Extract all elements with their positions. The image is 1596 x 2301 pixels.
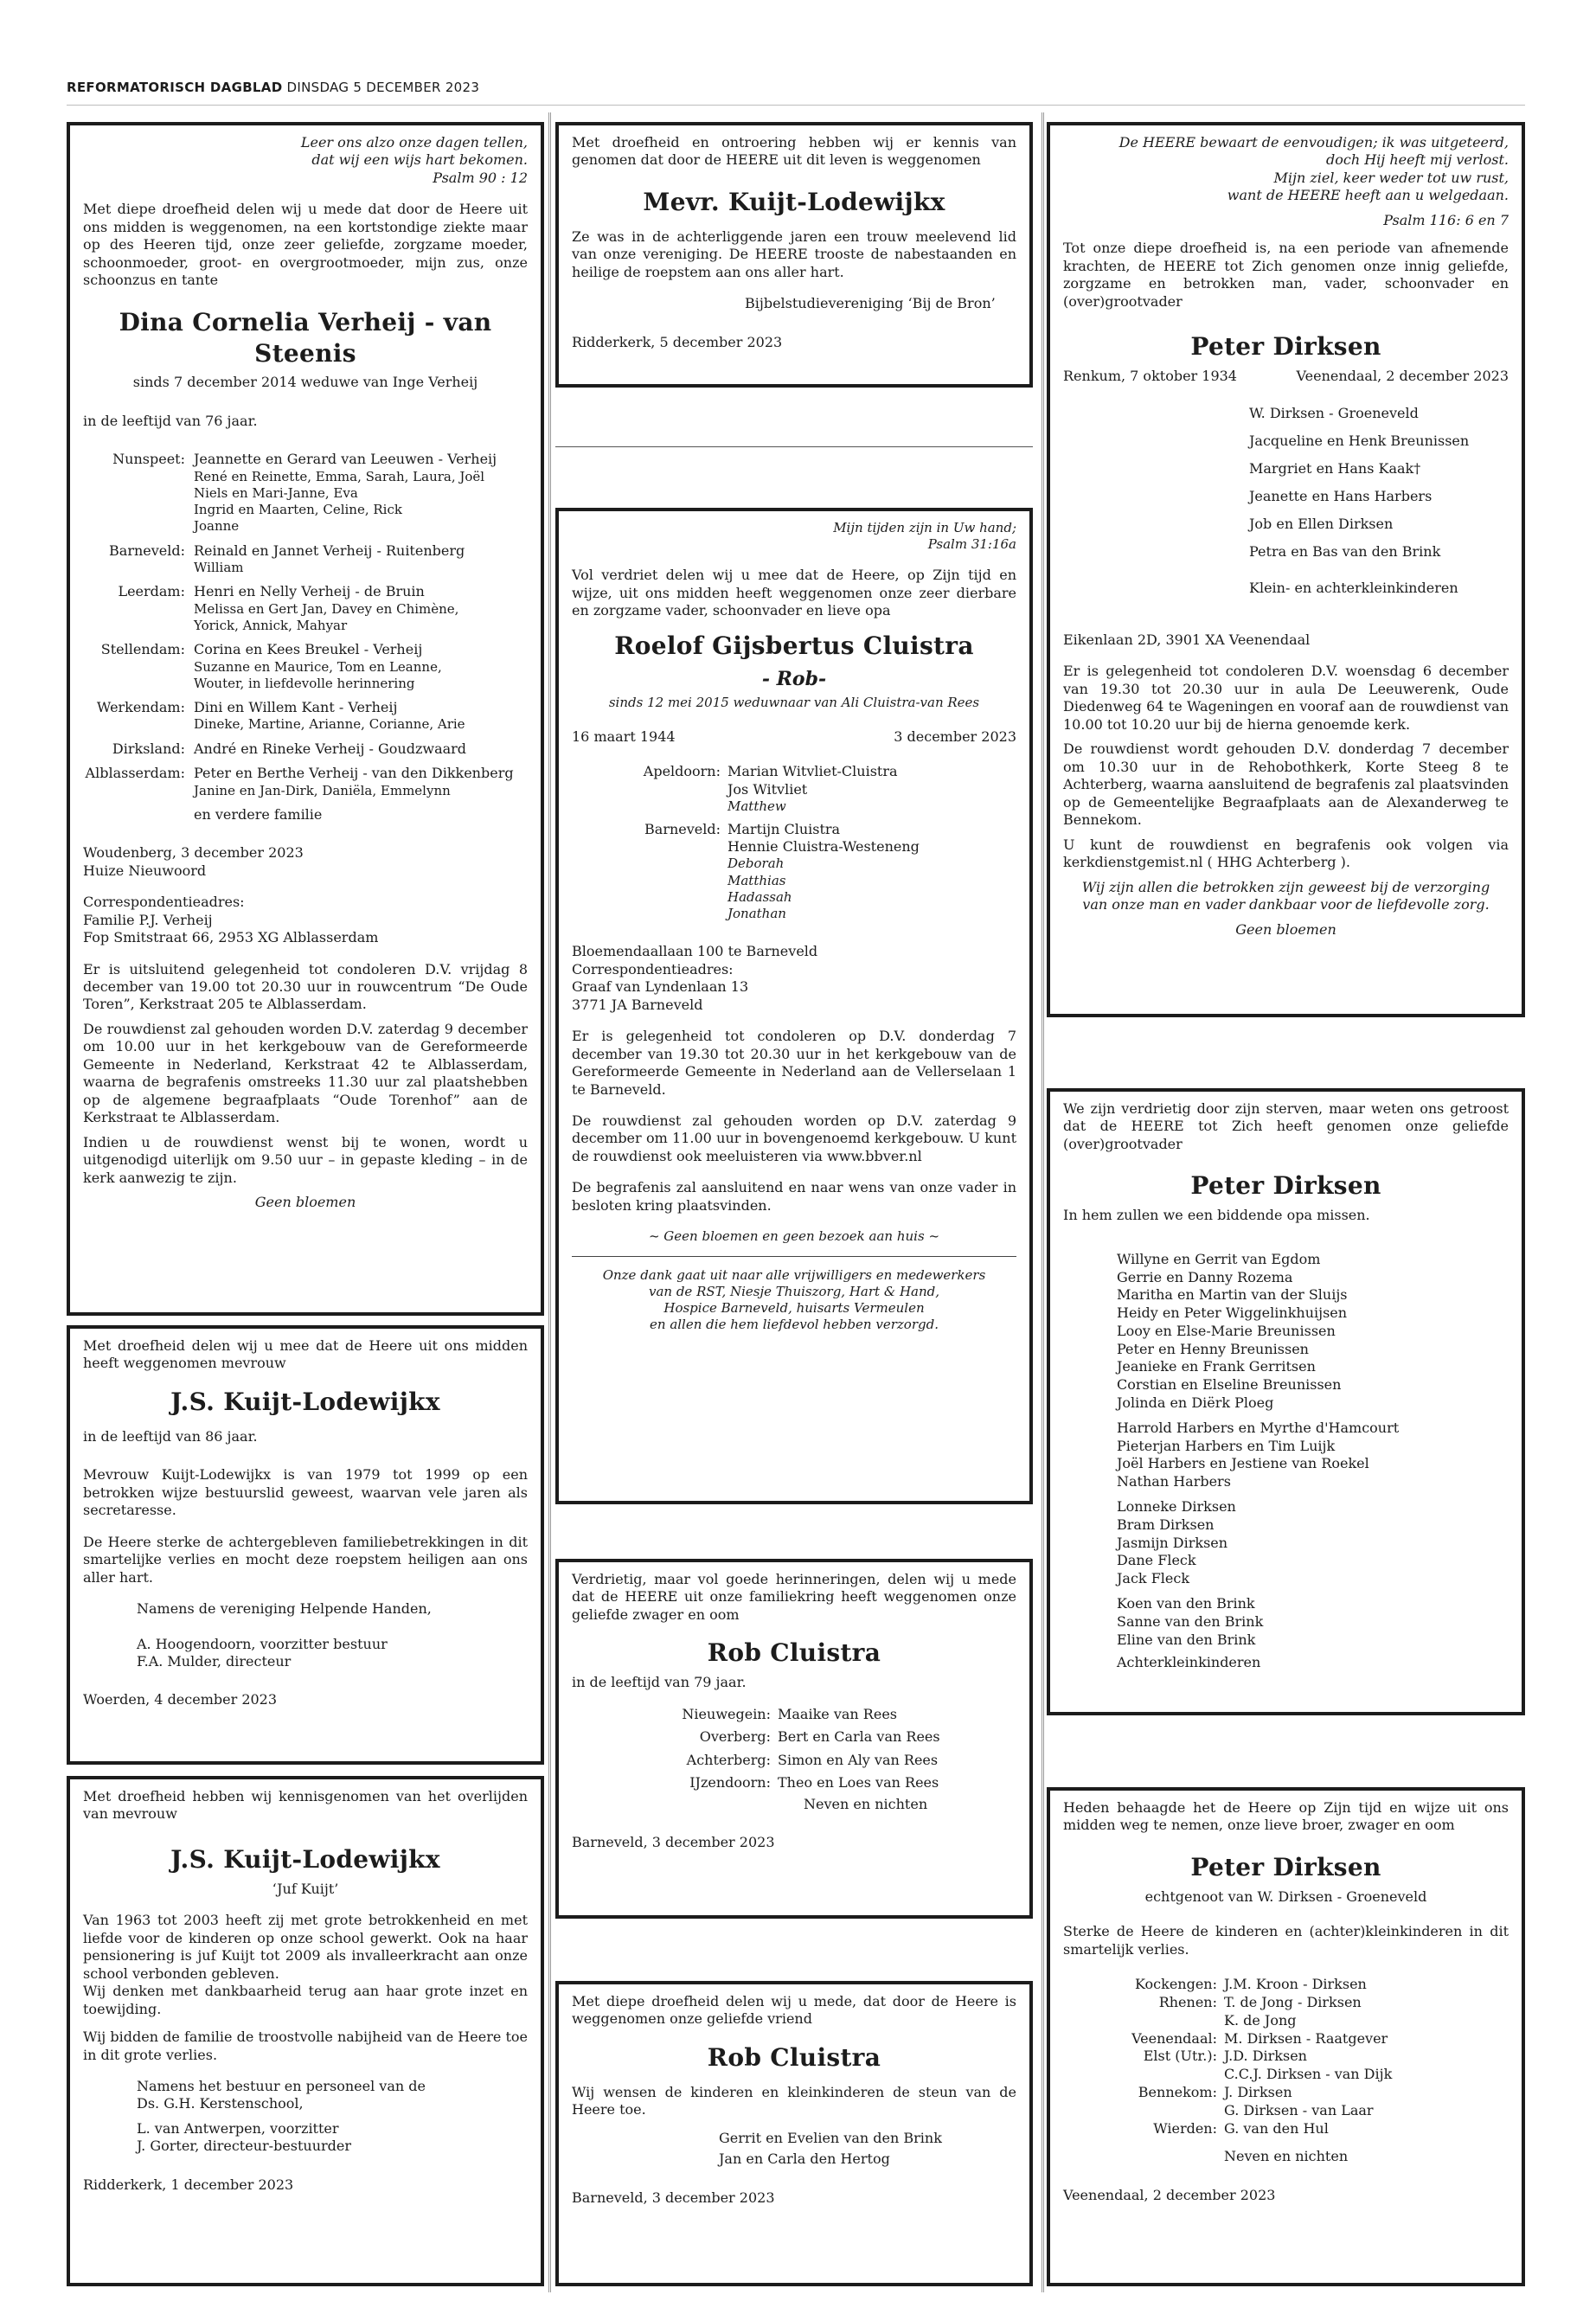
family-place: Alblasserdam: bbox=[85, 765, 185, 782]
service-text: De rouwdienst zal gehouden worden D.V. zaterdag 9 december om 10.00 uur in het kerkgebouw van de Gereformeerde Gemeente in Nederland, Kerkstraat 42 te Alblasserdam, waarna de begrafenis omstreeks 11.30 uur zal plaatshebben op de algemene begraafplaats “Oude Torenhof” aan de Kerkstraat te Alblasserdam. bbox=[83, 1020, 528, 1126]
service-text: De rouwdienst wordt gehouden D.V. donderdag 7 december om 10.30 uur in de Rehobothkerk, Korte Steeg 8 te Achterberg, waarna aansluitend de begrafenis zal plaatsvinden op de Gemeentelijke Begraafplaats aan de Alexanderweg te Bennekom. bbox=[1063, 740, 1509, 829]
body-text: Sterke de Heere de kinderen en (achter)kleinkinderen in dit smartelijk verlies. bbox=[1063, 1923, 1509, 1958]
nickname: ‘Juf Kuijt’ bbox=[272, 1880, 339, 1897]
service-text: De rouwdienst zal gehouden worden op D.V. zaterdag 9 december om 11.00 uur in bovengenoemd kerkgebouw. U kunt de rouwdienst ook meeluisteren via www.bbver.nl bbox=[572, 1112, 1016, 1164]
grandchild: Maritha en Martin van der Sluijs bbox=[1117, 1286, 1348, 1304]
intro-text: Met droefheid hebben wij kennisgenomen van het overlijden van mevrouw bbox=[83, 1788, 528, 1823]
obituary-kuijt-kerstenschool bbox=[67, 1776, 544, 2286]
grandchild: Dane Fleck bbox=[1117, 1552, 1196, 1569]
obituary-rob-cluistra-friends bbox=[555, 1981, 1033, 2286]
family-sub: Wouter, in liefdevolle herinnering bbox=[194, 675, 415, 691]
family-members bbox=[194, 641, 528, 692]
intro-text: Met diepe droefheid delen wij u mede, dat door de Heere is weggenomen onze geliefde vriend bbox=[572, 1993, 1016, 2028]
family-name: Theo en Loes van Rees bbox=[778, 1774, 939, 1791]
family-place: Stellendam: bbox=[100, 641, 185, 658]
family-member: Petra en Bas van den Brink bbox=[1249, 542, 1441, 560]
family-place: Barneveld: bbox=[109, 542, 185, 559]
family-main: Corina en Kees Breukel - Verheij bbox=[194, 641, 423, 658]
family-entry bbox=[83, 699, 528, 734]
grandchild: Jeanieke en Frank Gerritsen bbox=[1117, 1358, 1316, 1375]
obituary-dina-verheij bbox=[67, 122, 544, 1316]
grandchild: Looy en Else-Marie Breunissen bbox=[1117, 1322, 1336, 1339]
signature-line: Gerrit en Evelien van den Brink bbox=[719, 2129, 942, 2146]
place-date: Barneveld, 3 december 2023 bbox=[572, 2189, 775, 2206]
family-main: Peter en Berthe Verheij - van den Dikkenberg bbox=[194, 765, 514, 782]
grandchildren-list bbox=[1063, 1251, 1509, 1650]
correspondence-line: Familie P.J. Verheij bbox=[83, 911, 213, 928]
family-main: Henri en Nelly Verheij - de Bruin bbox=[194, 583, 425, 600]
family-list bbox=[572, 1706, 1016, 1792]
correspondence-line: Fop Smitstraat 66, 2953 XG Alblasserdam bbox=[83, 929, 379, 946]
body-text: Mevrouw Kuijt-Lodewijkx is van 1979 tot 1999 op een betrokken wijze bestuurslid geweest, waarvan vele jaren als secretaresse. bbox=[83, 1466, 528, 1519]
body-text: Wij wensen de kinderen en kleinkinderen de steun van de Heere toe. bbox=[572, 2083, 1016, 2118]
family-place bbox=[1063, 2102, 1217, 2120]
grandchildren-group bbox=[1117, 1595, 1509, 1649]
spouse-note: echtgenoot van W. Dirksen - Groeneveld bbox=[1144, 1888, 1427, 1905]
verse-reference: Psalm 116: 6 en 7 bbox=[1383, 211, 1509, 228]
body-text: Wij bidden de familie de troostvolle nabijheid van de Heere toe in dit grote verlies. bbox=[83, 2029, 528, 2063]
signature-line: Jan en Carla den Hertog bbox=[719, 2150, 890, 2168]
deceased-name: Peter Dirksen bbox=[1190, 1852, 1381, 1881]
intro-text: Met diepe droefheid delen wij u mede dat door de Heere uit ons midden is weggenomen, na een kortstondige ziekte maar op des Heeren tijd, onze zeer geliefde, zorgzame moeder, schoonmoeder, groot- en overgrootmoeder, mijn zus, onze schoonzus en tante bbox=[83, 201, 528, 289]
intro-text: Met droefheid delen wij u mee dat de Heere uit ons midden heeft weggenomen mevrouw bbox=[83, 1337, 528, 1372]
family-main: André en Rineke Verheij - Goudzwaard bbox=[194, 740, 467, 757]
correspondence-label: Correspondentieadres: bbox=[83, 894, 245, 911]
grandchild: Lonneke Dirksen bbox=[1117, 1498, 1236, 1516]
grandchild: Matthew bbox=[727, 798, 786, 815]
grandchildren-group bbox=[1117, 1251, 1509, 1413]
deceased-name: Peter Dirksen bbox=[1190, 1171, 1381, 1201]
grandchild: Corstian en Elseline Breunissen bbox=[1117, 1376, 1342, 1394]
family-main: Jos Witvliet bbox=[727, 780, 808, 798]
family-sub: Ingrid en Maarten, Celine, Rick bbox=[194, 502, 402, 518]
grandchild: Willyne en Gerrit van Egdom bbox=[1117, 1250, 1321, 1267]
grandchild: Pieterjan Harbers en Tim Luijk bbox=[1117, 1437, 1336, 1454]
age-text: in de leeftijd van 86 jaar. bbox=[83, 1427, 258, 1445]
family-place: Veenendaal: bbox=[1131, 2029, 1217, 2047]
intro-text: Heden behaagde het de Heere op Zijn tijd en wijze uit ons midden weg te nemen, onze lieve broer, zwager en oom bbox=[1063, 1799, 1509, 1834]
family-member: Job en Ellen Dirksen bbox=[1249, 515, 1394, 532]
age-text: in de leeftijd van 76 jaar. bbox=[83, 412, 258, 429]
family-main: Reinald en Jannet Verheij - Ruitenberg bbox=[194, 542, 465, 559]
correspondence-line: 3771 JA Barneveld bbox=[572, 996, 703, 1013]
family-sub: Suzanne en Maurice, Tom en Leanne, bbox=[194, 658, 442, 675]
family-list bbox=[83, 451, 528, 798]
deceased-name: J.S. Kuijt-Lodewijkx bbox=[170, 1387, 440, 1416]
grandchild: Harrold Harbers en Myrthe d'Hamcourt bbox=[1117, 1419, 1400, 1436]
verse-line: Leer ons alzo onze dagen tellen, bbox=[300, 134, 528, 151]
no-flowers-note: Geen bloemen bbox=[254, 1194, 356, 1211]
body-text: Ze was in de achterliggende jaren een trouw meelevend lid van onze vereniging. De HEERE trooste de nabestaanden en heilige de roepstem aan ons aller hart. bbox=[572, 228, 1016, 280]
signature-line: A. Hoogendoorn, voorzitter bestuur bbox=[137, 1635, 388, 1652]
obituary-kuijt-bij-de-bron bbox=[555, 122, 1033, 388]
verse-reference: Psalm 31:16a bbox=[927, 536, 1016, 553]
family-place: Nieuwegein: bbox=[682, 1705, 771, 1722]
attendance-text: Indien u de rouwdienst wenst bij te wonen, wordt u uitgenodigd uiterlijk om 9.50 uur – in gepaste kleding – in de kerk aanwezig te zijn. bbox=[83, 1133, 528, 1186]
deceased-name: Dina Cornelia Verheij - van Steenis bbox=[119, 307, 492, 368]
family-place: Wierden: bbox=[1153, 2119, 1217, 2137]
intro-text: Tot onze diepe droefheid is, na een periode van afnemende krachten, de HEERE tot Zich genomen onze innig geliefde, zorgzame en betrokken man, vader, schoonvader en (over)grootvader bbox=[1063, 240, 1509, 310]
deceased-name: Peter Dirksen bbox=[1190, 332, 1381, 362]
grandchild: Matthias bbox=[727, 872, 786, 888]
divider bbox=[572, 1256, 1016, 1257]
family-place: Dirksland: bbox=[112, 740, 185, 757]
family-place: Leerdam: bbox=[118, 583, 185, 600]
place-date: Ridderkerk, 5 december 2023 bbox=[572, 333, 783, 350]
family-name: Simon en Aly van Rees bbox=[778, 1751, 939, 1768]
death-place-date: Veenendaal, 2 december 2023 bbox=[1296, 368, 1509, 385]
family-place: Elst (Utr.): bbox=[1143, 2048, 1217, 2065]
family-name: G. Dirksen - van Laar bbox=[1224, 2101, 1374, 2118]
death-date: 3 december 2023 bbox=[894, 727, 1016, 745]
signature-line: L. van Antwerpen, voorzitter bbox=[137, 2119, 339, 2137]
thanks-line: Wij zijn allen die betrokken zijn geweest bij de verzorging bbox=[1081, 878, 1490, 895]
condolence-text: Er is gelegenheid tot condoleren op D.V. donderdag 7 december van 19.30 tot 20.30 uur in het kerkgebouw van de Gereformeerde Gemeente in Nederland aan de Vellerselaan 1 te Barneveld. bbox=[572, 1028, 1016, 1098]
correspondence-label: Correspondentieadres: bbox=[572, 960, 734, 977]
correspondence-line: Graaf van Lyndenlaan 13 bbox=[572, 978, 749, 996]
birth-place-date: Renkum, 7 oktober 1934 bbox=[1063, 368, 1237, 385]
family-name: M. Dirksen - Raatgever bbox=[1224, 2029, 1388, 2047]
signature-line: F.A. Mulder, directeur bbox=[137, 1652, 292, 1670]
deceased-name: J.S. Kuijt-Lodewijkx bbox=[170, 1844, 440, 1874]
condolence-text: Er is uitsluitend gelegenheid tot condoleren D.V. vrijdag 8 december van 19.00 tot 20.30 uur in rouwcentrum “De Oude Toren”, Kerkstraat 205 te Alblasserdam. bbox=[83, 960, 528, 1013]
family-name: Bert en Carla van Rees bbox=[778, 1728, 940, 1746]
family-name: G. van den Hul bbox=[1224, 2119, 1329, 2137]
thanks-line: en allen die hem liefdevol hebben verzorgd. bbox=[650, 1317, 939, 1333]
intro-text: Verdrietig, maar vol goede herinneringen, delen wij u mede dat de HEERE uit onze familiekring heeft weggenomen onze geliefde zwager en oom bbox=[572, 1571, 1016, 1623]
grandchild: Eline van den Brink bbox=[1117, 1631, 1256, 1648]
header-date: DINSDAG 5 DECEMBER 2023 bbox=[286, 80, 480, 95]
obituary-peter-dirksen-siblings bbox=[1047, 1787, 1525, 2286]
grandchild: Jasmijn Dirksen bbox=[1117, 1534, 1228, 1551]
age-text: in de leeftijd van 79 jaar. bbox=[572, 1674, 747, 1691]
thanks-line: Hospice Barneveld, huisarts Vermeulen bbox=[663, 1299, 925, 1316]
family-main: Jeannette en Gerard van Leeuwen - Verheij bbox=[194, 451, 497, 468]
family-place: Kockengen: bbox=[1135, 1976, 1217, 1993]
signature-line: Namens het bestuur en personeel van de bbox=[137, 2077, 426, 2094]
verse-line: Mijn tijden zijn in Uw hand; bbox=[833, 520, 1016, 535]
address: Bloemendaallaan 100 te Barneveld bbox=[572, 943, 818, 960]
widower-note: sinds 12 mei 2015 weduwnaar van Ali Cluistra-van Rees bbox=[608, 694, 980, 710]
family-name: K. de Jong bbox=[1224, 2011, 1297, 2029]
body-text: Wij denken met dankbaarheid terug aan haar grote inzet en toewijding. bbox=[83, 1983, 528, 2017]
intro-text: Met droefheid en ontroering hebben wij er kennis van genomen dat door de HEERE uit dit leven is weggenomen bbox=[572, 134, 1016, 169]
signature-line: Bijbelstudievereniging ‘Bij de Bron’ bbox=[745, 295, 996, 312]
family-entry bbox=[83, 542, 528, 577]
family-sub: Melissa en Gert Jan, Davey en Chimène, bbox=[194, 600, 459, 617]
family-place: Achterberg: bbox=[686, 1751, 771, 1768]
family-name: Maaike van Rees bbox=[778, 1705, 897, 1722]
no-flowers-note: ~ Geen bloemen en geen bezoek aan huis ~ bbox=[648, 1228, 940, 1245]
family-members bbox=[194, 765, 528, 799]
widow-note: sinds 7 december 2014 weduwe van Inge Verheij bbox=[132, 374, 478, 391]
family-members bbox=[194, 699, 528, 734]
family-name: T. de Jong - Dirksen bbox=[1224, 1993, 1362, 2010]
deceased-name: Rob Cluistra bbox=[707, 2042, 881, 2072]
family-place: Nunspeet: bbox=[112, 451, 185, 468]
family-members bbox=[194, 451, 528, 535]
family-list bbox=[1063, 1976, 1509, 2138]
family-list bbox=[572, 763, 1016, 922]
thanks-line: Onze dank gaat uit naar alle vrijwilligers en medewerkers bbox=[602, 1266, 986, 1283]
thanks-line: van onze man en vader dankbaar voor de liefdevolle zorg. bbox=[1082, 896, 1490, 913]
family-sub: Janine en Jan-Dirk, Daniëla, Emmelynn bbox=[194, 782, 451, 798]
signature-line: J. Gorter, directeur-bestuurder bbox=[137, 2138, 352, 2155]
condolence-text: Er is gelegenheid tot condoleren D.V. woensdag 6 december van 19.30 tot 20.30 uur in aula De Leeuwerenk, Oude Diedenweg 64 te Wageningen en vooraf aan de rouwdienst van 10.00 tot 10.20 uur bij de hierna genoemde kerk. bbox=[1063, 663, 1509, 733]
family-name: J.M. Kroon - Dirksen bbox=[1224, 1976, 1367, 1993]
family-sub: Joanne bbox=[194, 518, 240, 535]
family-entry bbox=[83, 583, 528, 634]
family-members bbox=[194, 542, 528, 577]
verse-reference: Psalm 90 : 12 bbox=[433, 169, 528, 186]
family-members bbox=[727, 821, 1016, 923]
verse-line: doch Hij heeft mij verlost. bbox=[1326, 151, 1509, 169]
grandchild: Koen van den Brink bbox=[1117, 1595, 1255, 1612]
deceased-name: Roelof Gijsbertus Cluistra bbox=[614, 631, 974, 660]
family-entry bbox=[83, 641, 528, 692]
grandchildren: Klein- en achterkleinkinderen bbox=[1249, 579, 1458, 596]
family-sub: Yorick, Annick, Mahyar bbox=[194, 617, 348, 633]
intro-text: Vol verdriet delen wij u mee dat de Heere, op Zijn tijd en wijze, uit ons midden heeft weggenomen onze zeer dierbare en zorgzame vader, schoonvader en lieve opa bbox=[572, 567, 1016, 619]
verse-line: dat wij een wijs hart bekomen. bbox=[311, 151, 528, 169]
grandchild: Jack Fleck bbox=[1117, 1570, 1190, 1587]
no-flowers-note: Geen bloemen bbox=[1235, 920, 1336, 938]
family-entry bbox=[572, 763, 1016, 815]
family-entry bbox=[83, 740, 528, 758]
family-name: J. Dirksen bbox=[1224, 2083, 1292, 2100]
family-place bbox=[1063, 2066, 1217, 2084]
family-main: Martijn Cluistra bbox=[727, 820, 841, 837]
family-entry bbox=[572, 821, 1016, 923]
grandchild: Joël Harbers en Jestiene van Roekel bbox=[1117, 1455, 1369, 1472]
grandchild: Jolinda en Diërk Ploeg bbox=[1117, 1394, 1274, 1412]
place-date: Woerden, 4 december 2023 bbox=[83, 1691, 278, 1708]
family-place: IJzendoorn: bbox=[689, 1774, 771, 1791]
family-members bbox=[727, 763, 1016, 815]
grandchild: Deborah bbox=[727, 856, 785, 872]
grandchild: Bram Dirksen bbox=[1117, 1516, 1215, 1533]
burial-text: De begrafenis zal aansluitend en naar wens van onze vader in besloten kring plaatsvinden. bbox=[572, 1179, 1016, 1214]
family-place: Rhenen: bbox=[1158, 1993, 1217, 2010]
body-text: Van 1963 tot 2003 heeft zij met grote betrokkenheid en met liefde voor de kinderen op onze school gewerkt. Ook na haar pensionering is juf Kuijt tot 2009 als invalleerkracht aan onze school verbonden gebleven. bbox=[83, 1912, 528, 1982]
place-date: Ridderkerk, 1 december 2023 bbox=[83, 2176, 294, 2193]
place-line: Huize Nieuwoord bbox=[83, 862, 207, 879]
verse-line: Mijn ziel, keer weder tot uw rust, bbox=[1273, 169, 1509, 186]
family-member: Jeanette en Hans Harbers bbox=[1249, 487, 1433, 504]
family-sub: René en Reinette, Emma, Sarah, Laura, Joël bbox=[194, 468, 485, 484]
nickname: - Rob- bbox=[761, 667, 827, 690]
separator-line bbox=[555, 446, 1033, 447]
family-members bbox=[194, 740, 528, 758]
family-place: Werkendam: bbox=[96, 698, 185, 715]
family-entry bbox=[83, 451, 528, 535]
family-sub: Dineke, Martine, Arianne, Corianne, Arie bbox=[194, 716, 465, 733]
online-text: U kunt de rouwdienst en begrafenis ook volgen via kerkdienstgemist.nl ( HHG Achterberg ). bbox=[1063, 836, 1509, 871]
dates-row bbox=[572, 728, 1016, 746]
grandchild: Gerrie en Danny Rozema bbox=[1117, 1268, 1293, 1285]
intro-text: We zijn verdrietig door zijn sterven, maar weten ons getroost dat de HEERE tot Zich heeft genomen onze geliefde (over)grootvader bbox=[1063, 1100, 1509, 1152]
grandchild: Jonathan bbox=[727, 906, 786, 922]
family-main: Marian Witvliet-Cluistra bbox=[727, 763, 898, 780]
family-members bbox=[194, 583, 528, 634]
address: Eikenlaan 2D, 3901 XA Veenendaal bbox=[1063, 631, 1311, 648]
grandchildren-group bbox=[1117, 1420, 1509, 1491]
obituary-roelof-cluistra bbox=[555, 508, 1033, 1504]
family-place: Apeldoorn: bbox=[643, 763, 721, 780]
obituary-kuijt-helpende-handen bbox=[67, 1325, 544, 1765]
thanks-line: van de RST, Niesje Thuiszorg, Hart & Hand, bbox=[648, 1283, 940, 1299]
great-grandchildren: Achterkleinkinderen bbox=[1117, 1654, 1261, 1671]
family-main: Hennie Cluistra-Westeneng bbox=[727, 838, 920, 856]
signature-line: Ds. G.H. Kerstenschool, bbox=[137, 2095, 304, 2112]
birth-date: 16 maart 1944 bbox=[572, 727, 676, 745]
further-family: en verdere familie bbox=[194, 805, 323, 823]
obituary-peter-dirksen-family bbox=[1047, 122, 1525, 1017]
newspaper-name: REFORMATORISCH DAGBLAD bbox=[67, 80, 283, 95]
obituary-rob-cluistra-family bbox=[555, 1559, 1033, 1919]
family-place: Bennekom: bbox=[1138, 2083, 1217, 2100]
family-name: C.C.J. Dirksen - van Dijk bbox=[1224, 2066, 1393, 2083]
place-date: Barneveld, 3 december 2023 bbox=[572, 1834, 775, 1851]
grandchild: Nathan Harbers bbox=[1117, 1473, 1231, 1490]
dates-row bbox=[1063, 368, 1509, 385]
grandchildren-group bbox=[1117, 1498, 1509, 1588]
obituary-peter-dirksen-grandchildren bbox=[1047, 1088, 1525, 1715]
family-sub: William bbox=[194, 560, 244, 576]
family-member: Jacqueline en Henk Breunissen bbox=[1249, 432, 1470, 449]
family-main: Dini en Willem Kant - Verheij bbox=[194, 698, 398, 715]
family-sub: Niels en Mari-Janne, Eva bbox=[194, 485, 358, 501]
deceased-name: Mevr. Kuijt-Lodewijkx bbox=[643, 187, 945, 216]
place-date: Woudenberg, 3 december 2023 bbox=[83, 844, 304, 862]
signature-line: Namens de vereniging Helpende Handen, bbox=[137, 1600, 432, 1618]
page-header bbox=[67, 80, 1525, 106]
family-place: Barneveld: bbox=[644, 820, 721, 837]
verse-line: De HEERE bewaart de eenvoudigen; ik was uitgeteerd, bbox=[1118, 134, 1509, 151]
subtitle-text: In hem zullen we een biddende opa missen. bbox=[1063, 1207, 1370, 1224]
family-place bbox=[1063, 2012, 1217, 2030]
column-divider bbox=[1042, 112, 1044, 2292]
verse-line: want de HEERE heeft aan u welgedaan. bbox=[1227, 187, 1509, 204]
family-entry bbox=[83, 765, 528, 799]
family-member: W. Dirksen - Groeneveld bbox=[1249, 404, 1419, 421]
nephews-nieces: Neven en nichten bbox=[804, 1795, 928, 1812]
grandchild: Hadassah bbox=[727, 888, 792, 905]
deceased-name: Rob Cluistra bbox=[707, 1638, 881, 1668]
grandchild: Heidy en Peter Wiggelinkhuijsen bbox=[1117, 1304, 1348, 1322]
family-place: Overberg: bbox=[699, 1728, 771, 1746]
grandchild: Sanne van den Brink bbox=[1117, 1612, 1264, 1630]
family-list bbox=[1063, 400, 1509, 566]
family-name: J.D. Dirksen bbox=[1224, 2048, 1307, 2065]
place-date: Veenendaal, 2 december 2023 bbox=[1063, 2186, 1276, 2203]
body-text: De Heere sterke de achtergebleven familiebetrekkingen in dit smartelijke verlies en mocht deze roepstem heiligen aan ons aller hart. bbox=[83, 1533, 528, 1586]
family-member: Margriet en Hans Kaak† bbox=[1249, 459, 1421, 477]
column-divider bbox=[548, 112, 551, 2292]
grandchild: Peter en Henny Breunissen bbox=[1117, 1340, 1309, 1357]
nephews-nieces: Neven en nichten bbox=[1224, 2148, 1349, 2165]
